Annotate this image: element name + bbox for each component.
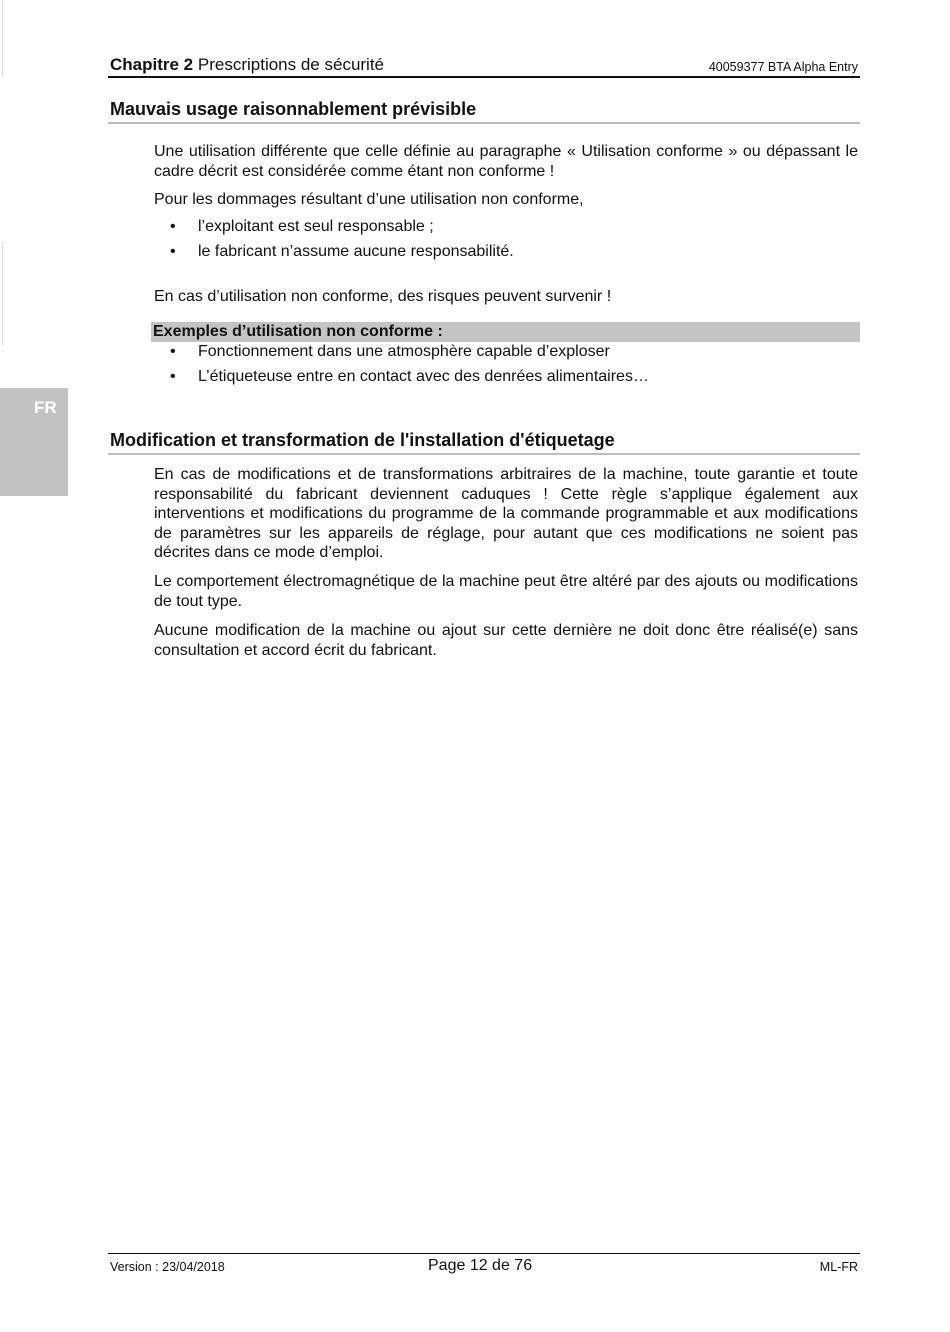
bullet-icon: • <box>170 367 176 385</box>
footer-page-number: Page 12 de 76 <box>428 1257 533 1274</box>
list-item <box>154 240 858 265</box>
section-rule <box>108 122 860 124</box>
document-reference: 40059377 BTA Alpha Entry <box>708 60 858 74</box>
modification-paragraph-1: En cas de modifications et de transformations arbitraires de la machine, toute garantie et toute responsabilité du fabricant deviennent caduques ! Cette règle s’applique également aux interventions et modifications du programme de la commande programmable et aux modifications de paramètres sur les appareils de réglage, pour autant que ces modifications ne soient pas décrites dans ce mode d’emploi. <box>154 466 858 561</box>
list-item-text: Fonctionnement dans une atmosphère capable d’exploser <box>198 343 610 360</box>
footer-version: Version : 23/04/2018 <box>110 1260 225 1274</box>
bullet-icon: • <box>170 242 176 260</box>
examples-heading-bar <box>151 322 860 342</box>
language-tab-label: FR <box>34 398 57 417</box>
list-item <box>154 365 858 390</box>
list-item-text: le fabricant n’assume aucune responsabilité. <box>198 242 514 260</box>
footer-code: ML-FR <box>819 1260 858 1274</box>
examples-heading: Exemples d’utilisation non conforme : <box>153 323 443 340</box>
chapter-header <box>110 55 384 75</box>
list-item-text: L’étiqueteuse entre en contact avec des denrées alimentaires… <box>198 367 649 385</box>
section-title-modification: Modification et transformation de l'installation d'étiquetage <box>110 430 615 450</box>
header-rule <box>108 76 860 78</box>
list-item <box>154 215 858 240</box>
modification-paragraph-2: Le comportement électromagnétique de la machine peut être altéré par des ajouts ou modifications de tout type. <box>154 573 858 610</box>
misuse-paragraph-1: Une utilisation différente que celle définie au paragraphe « Utilisation conforme » ou dépassant le cadre décrit est considérée comme étant non conforme ! <box>154 143 858 180</box>
responsibility-list <box>154 215 858 264</box>
list-item <box>154 340 858 365</box>
chapter-label: Chapitre 2 <box>110 55 194 74</box>
chapter-title: Prescriptions de sécurité <box>197 55 385 74</box>
footer-rule <box>108 1253 860 1254</box>
language-tab <box>0 388 68 496</box>
misuse-paragraph-3: En cas d’utilisation non conforme, des risques peuvent survenir ! <box>154 288 612 305</box>
section-rule <box>108 453 860 455</box>
examples-list <box>154 340 858 389</box>
bullet-icon: • <box>170 343 176 360</box>
page-edge-line-middle <box>2 242 3 346</box>
page-edge-line-top <box>2 0 3 76</box>
modification-paragraph-3: Aucune modification de la machine ou ajout sur cette dernière ne doit donc être réalisé(e) sans consultation et accord écrit du fabricant. <box>154 622 858 659</box>
section-title-misuse: Mauvais usage raisonnablement prévisible <box>110 99 477 119</box>
misuse-paragraph-2: Pour les dommages résultant d’une utilisation non conforme, <box>154 191 584 208</box>
list-item-text: l’exploitant est seul responsable ; <box>198 218 434 235</box>
bullet-icon: • <box>170 218 176 235</box>
